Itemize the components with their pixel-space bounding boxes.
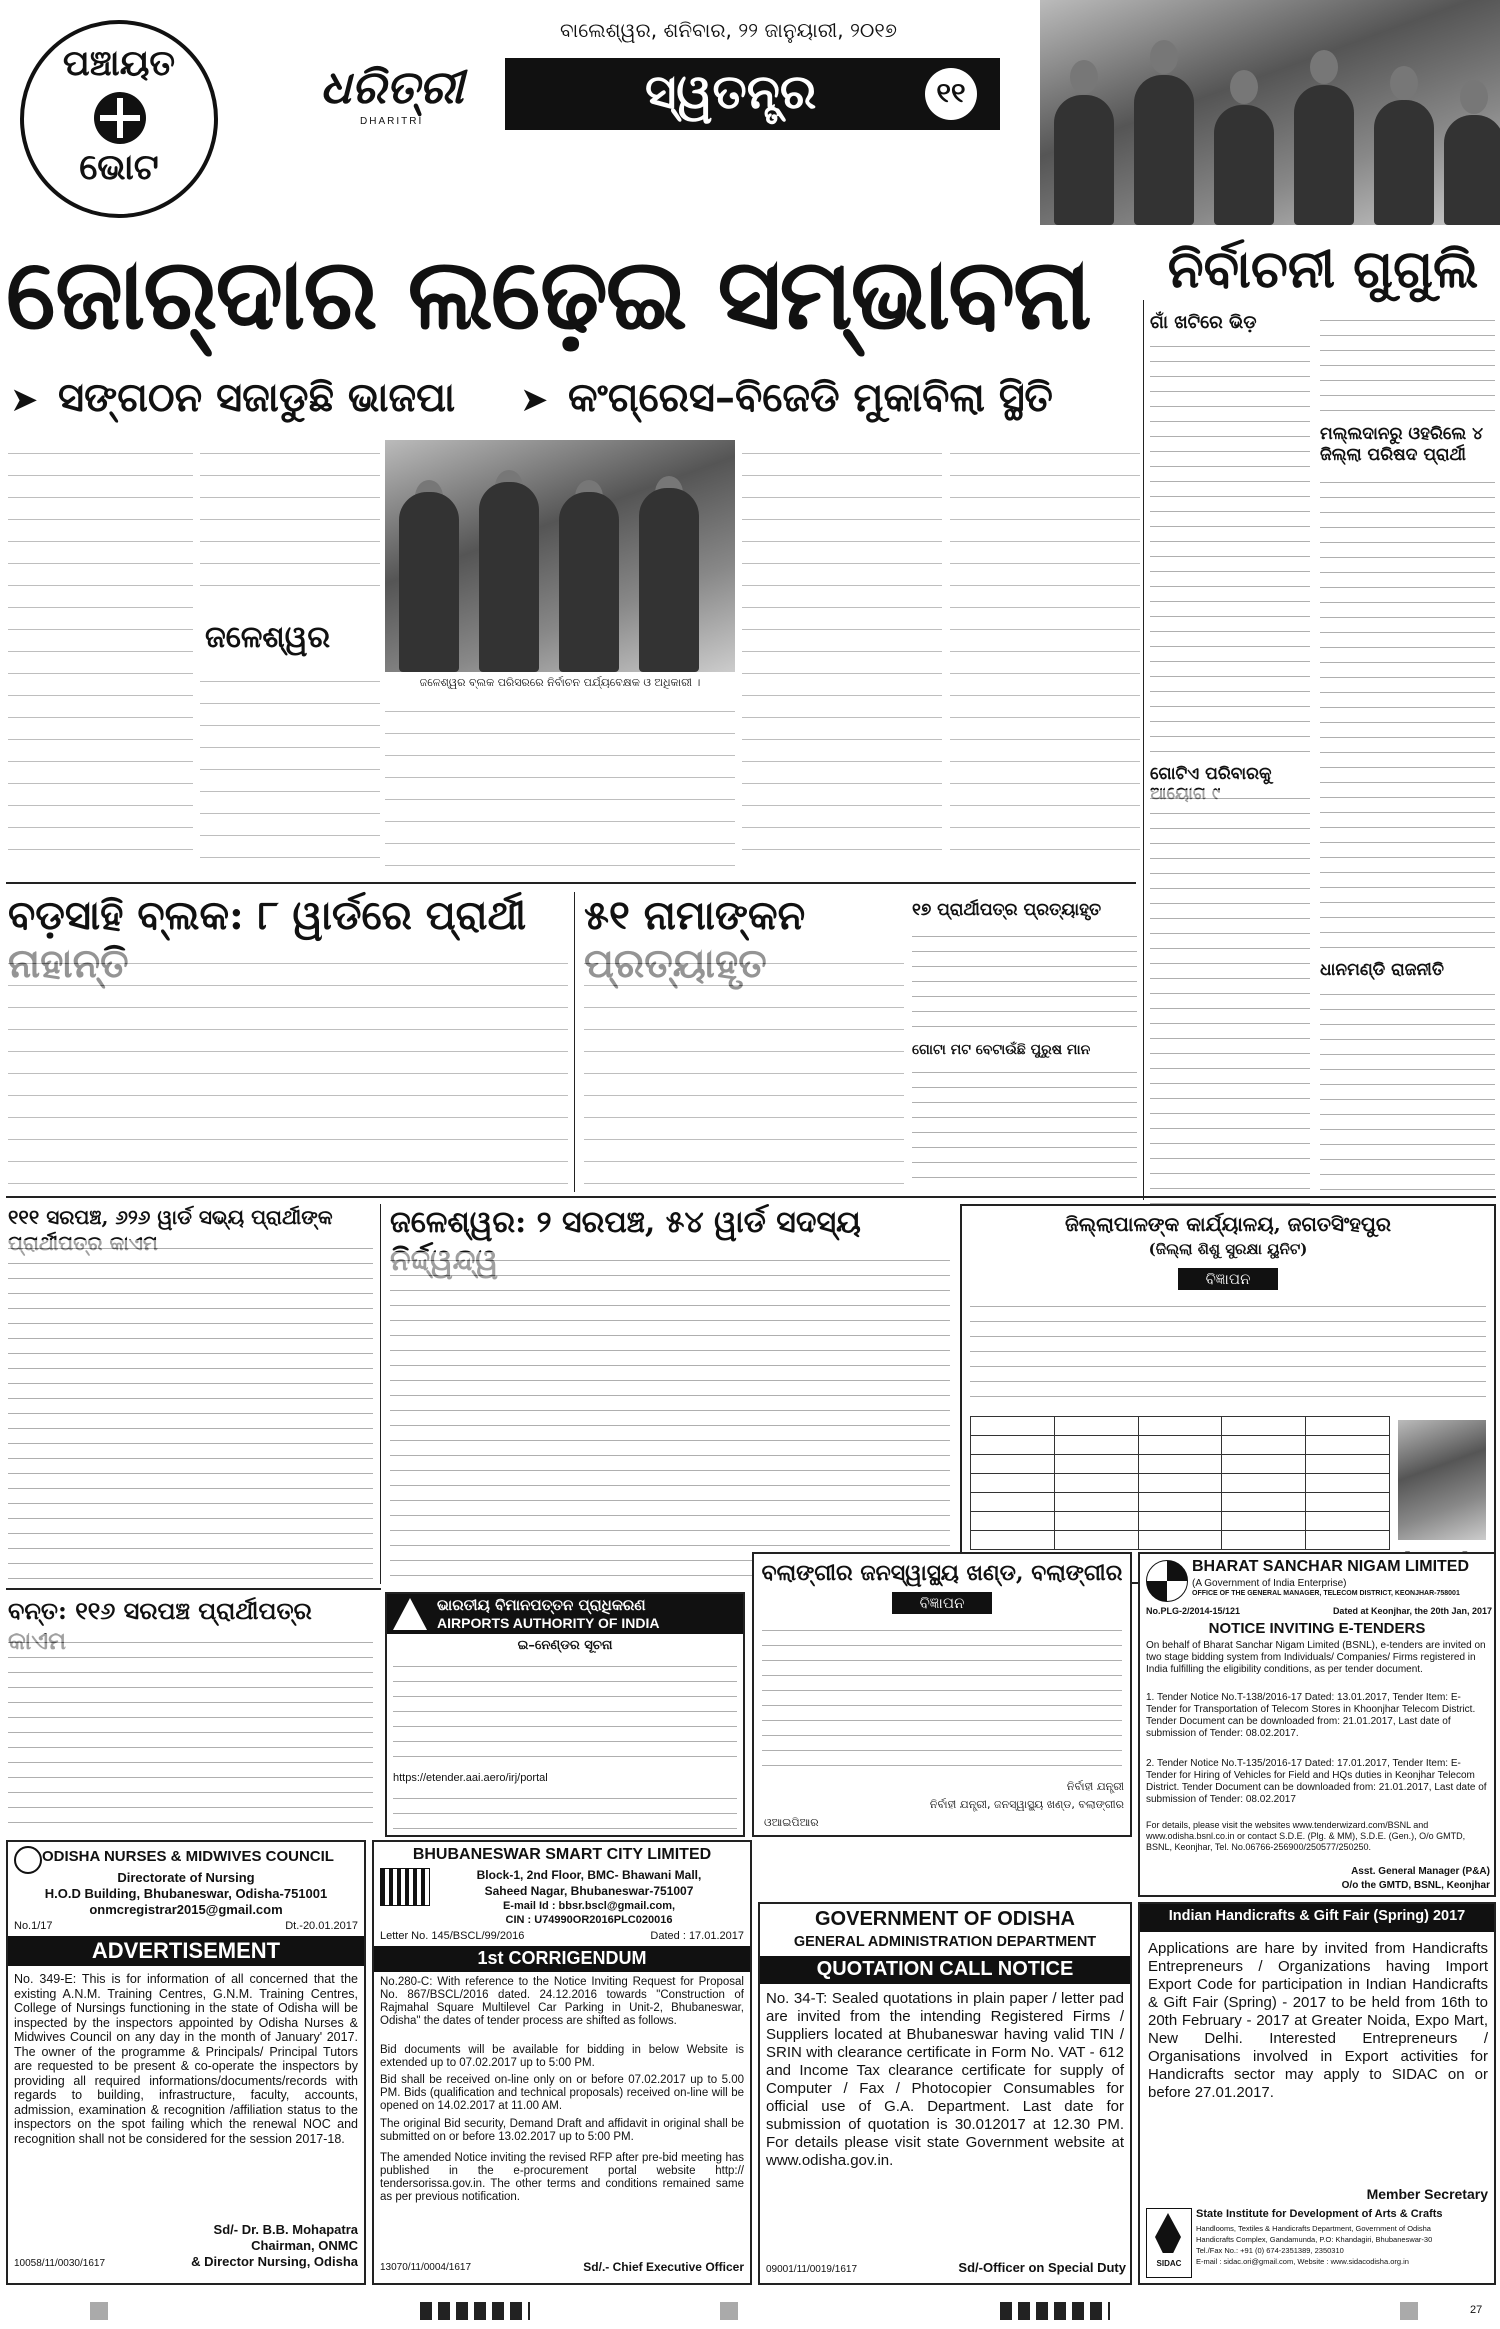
paper-name: ଧରିତ୍ରୀ [320, 60, 464, 114]
onmc-email: onmcregistrar2015@gmail.com [89, 1902, 283, 1917]
collector-ad-subtitle: (ଜିଲ୍ଲା ଶିଶୁ ସୁରକ୍ଷା ୟୁନିଟ) [1148, 1240, 1308, 1258]
lead-kicker-left: ସଙ୍ଗଠନ ସଜାଡୁଛି ଭାଜପା [58, 374, 456, 421]
officials-photo-caption: ଜଳେଶ୍ୱର ବ୍ଲକ ପରିସରରେ ନିର୍ବାଚନ ପର୍ଯ୍ୟବେକ୍ଷକ ଓ ଅଧିକାରୀ । [419, 676, 701, 689]
onmc-sign1: Sd/- Dr. B.B. Mohapatra [213, 2222, 358, 2237]
paper-name-english: DHARITRI [360, 116, 424, 127]
bscl-heading: 1st CORRIGENDUM [477, 1948, 647, 1968]
bsnl-ad [1138, 1552, 1496, 1897]
story3-body [584, 950, 904, 1190]
sidac-org-line3: Tel./Fax No.: +91 (0) 674-2351389, 2350310 [1196, 2246, 1344, 2255]
bsnl-sub2: OFFICE OF THE GENERAL MANAGER, TELECOM DISTRICT, KEONJHAR-758001 [1192, 1590, 1460, 1597]
goo-dept: GENERAL ADMINISTRATION DEPARTMENT [793, 1934, 1097, 1950]
sidebar-title: ନିର୍ବାଚନୀ ଗୁଗୁଲି [1167, 239, 1479, 300]
bsnl-sub1: (A Government of India Enterprise) [1192, 1578, 1347, 1589]
sidac-ad [1138, 1902, 1496, 2285]
lead-sublabel: ଜଳେଶ୍ୱର [205, 620, 331, 655]
bolangir-ad [752, 1552, 1132, 1837]
bscl-title: BHUBANESWAR SMART CITY LIMITED [412, 1846, 712, 1863]
story5-body [390, 1252, 950, 1582]
divider [380, 1204, 381, 1584]
bsnl-logo-icon [1146, 1560, 1188, 1602]
story4-body [8, 1240, 373, 1580]
bsnl-ref: No.PLG-2/2014-15/121 [1146, 1606, 1241, 1616]
page-number: ୧୧ [936, 76, 966, 109]
lead-kicker-right-row [520, 370, 1140, 430]
sidebar-divider [1143, 300, 1144, 1200]
bolangir-ref: ଓଆଇପିଆର [764, 1816, 819, 1829]
sidac-org-line4: E-mail : sidac.ori@gmail.com, Website : www.sidacodisha.org.in [1196, 2257, 1409, 2266]
bscl-line1: Block-1, 2nd Floor, BMC- Bhawani Mall, [476, 1868, 702, 1882]
bsnl-intro: On behalf of Bharat Sanchar Nigam Limited (BSNL), e-tenders are invited on two stage bidding system from Individuals/ Companies/ Firms registered in India fulfilling the eligibility conditions, as per tender document. [1146, 1640, 1486, 1675]
bsnl-date: Dated at Keonjhar, the 20th Jan, 2017 [1332, 1606, 1492, 1616]
bscl-ad [372, 1840, 752, 2285]
logo-bottom-text: ଭୋଟ [79, 146, 159, 188]
panchayat-vote-logo [20, 20, 218, 218]
bscl-line2: Saheed Nagar, Bhubaneswar-751007 [484, 1884, 694, 1898]
bscl-letter: Letter No. 145/BSCL/99/2016 [380, 1930, 525, 1942]
ballot-swastika-icon [94, 92, 146, 144]
bscl-sign: Sd/.- Chief Executive Officer [583, 2260, 744, 2274]
aai-url[interactable]: https://etender.aai.aero/irj/portal [393, 1772, 548, 1784]
onmc-line2: H.O.D Building, Bhubaneswar, Odisha-751001 [44, 1886, 328, 1901]
masthead [0, 0, 1500, 188]
story3-side-sub1: ଗୋଟା ମଟ ବେଟାଉଁଛି ପୁରୁଷ ମାନ [912, 1042, 1091, 1058]
sidebar-text5 [1320, 986, 1495, 1206]
bscl-p4: The original Bid security, Demand Draft and affidavit in original shall be submitted on or before 13.02.2017 up to 5:00 PM. [380, 2118, 744, 2143]
lead-body-col4 [742, 440, 942, 870]
sidebar-sub1: ଗାଁ ଖଟିରେ ଭିଡ଼ [1150, 312, 1257, 333]
onmc-body: No. 349-E: This is for information of all concerned that the existing A.N.M. Training Centres, G.N.M. Training Centres, College of Nursings functioning in the state of Odisha will be inspected by the inspectors appointed by Odisha Nurses & Midwives Council on any day in the month of January' 2017. The owner of the programme & Principals/ Principal Tutors are requested to be present & co-operate the inspectors by providing all required informations/documents/records with regards to building, infrastructure, faculty, accounts, admission, examination & recognition /affiliation status to the inspectors on the spot failing which the renewal NOC and recognition shall not be considered for the session 2017-18. [14, 1972, 358, 2146]
bolangir-body [762, 1622, 1122, 1772]
bsnl-title: BHARAT SANCHAR NIGAM LIMITED [1192, 1558, 1470, 1575]
goo-ad [758, 1902, 1132, 2285]
lead-headline: ଜୋର୍‌ଦାର ଲଢ଼େଇ ସମ୍ଭାବନା [6, 237, 1090, 352]
child-photo [1398, 1420, 1486, 1540]
story6-body [8, 1634, 373, 1834]
onmc-ad [6, 1840, 366, 2285]
sidac-org-line1: Handlooms, Textiles & Handicrafts Department, Government of Odisha [1196, 2224, 1431, 2233]
sidac-sign: Member Secretary [1366, 2186, 1488, 2202]
aai-title-en: AIRPORTS AUTHORITY OF INDIA [437, 1615, 660, 1631]
goo-sign: Sd/-Officer on Special Duty [958, 2260, 1126, 2275]
divider [574, 892, 575, 1192]
sidebar-text4 [1150, 790, 1310, 1210]
rule [6, 1196, 1496, 1198]
story3-side-body2 [912, 1064, 1137, 1189]
aai-ad [385, 1592, 745, 1837]
sidac-org-line2: Handicrafts Complex, Gandamunda, P.O: Khandagiri, Bhubaneswar-30 [1196, 2235, 1433, 2244]
bscl-ref: 13070/11/0004/1617 [380, 2262, 472, 2273]
section-title: ସ୍ୱତନ୍ତ୍ର [645, 64, 817, 120]
story6-headline: ବନ୍ତ: ୧୧୬ ସରପଞ୍ଚ ପ୍ରାର୍ଥୀପତ୍ର [8, 1596, 312, 1625]
sidac-body: Applications are hare by invited from Handicrafts Entrepreneurs / Organizations having Import Export Code for participation in Indian Handicrafts & Gift Fair (Spring) - 2017 to be held from 16th to 20th February - 2017 at Greater Noida, Expo Mart, New Delhi. Interested Entrepreneurs / Organisations involved in Export activities for Handicrafts sector may apply to SIDAC on or before 27.01.2017. [1148, 1940, 1488, 2101]
logo-top-text: ପଞ୍ଚାୟତ [62, 42, 176, 84]
onmc-sign3: & Director Nursing, Odisha [191, 2254, 358, 2269]
story2-body [8, 950, 568, 1190]
section-banner [505, 58, 1000, 130]
lead-body-col5 [950, 440, 1140, 870]
onmc-title: ODISHA NURSES & MIDWIVES COUNCIL [42, 1848, 334, 1865]
dateline: ବାଲେଶ୍ୱର, ଶନିବାର, ୨୨ ଜାନୁୟାରୀ, ୨୦୧୭ [560, 18, 898, 42]
sidac-org: State Institute for Development of Arts & Crafts [1196, 2208, 1443, 2220]
sidac-logo-text: SIDAC [1156, 2259, 1182, 2268]
officials-photo [385, 440, 735, 672]
onmc-no: No.1/17 [14, 1920, 53, 1932]
lead-body-col3 [385, 698, 735, 868]
aai-sub: ଇ–ନେଣ୍ଡର ସୂଚନା [517, 1638, 613, 1653]
page-marker: 27 [1470, 2304, 1483, 2316]
onmc-dt: Dt.-20.01.2017 [285, 1920, 358, 1932]
lead-body-col1 [8, 440, 193, 870]
bscl-cin: CIN : U74990OR2016PLC020016 [505, 1914, 673, 1926]
arrow-right-icon: ➤ [10, 380, 39, 420]
goo-ref: 09001/11/0019/1617 [766, 2264, 858, 2275]
sidac-org-logo [1146, 2208, 1192, 2278]
collector-ad-label: ବିଜ୍ଞାପନ [1178, 1268, 1278, 1290]
bscl-p5: The amended Notice inviting the revised RFP after pre-bid meeting has published in the e-procurement portal website http:// tendersorissa.gov.in. The other terms and conditions remained same as per previous notification. [380, 2152, 744, 2203]
bolangir-sign2: ନିର୍ବାହୀ ଯନ୍ତ୍ରୀ, ଜନସ୍ୱାସ୍ଥ୍ୟ ଖଣ୍ଡ, ବଲାଙ୍ଗୀର [929, 1798, 1124, 1811]
bsnl-item2: 2. Tender Notice No.T-135/2016-17 Dated: 17.01.2017, Tender Item: E-Tender for Hiring of Vehicles for Field and HQs duties in Keonjhar Telecom District. Tender Document can be downloaded from: 21.01.2017, Last date of submission of Tender: 08.02.2017 [1146, 1758, 1487, 1805]
collector-ad-text [970, 1298, 1486, 1408]
aai-body2 [393, 1790, 737, 1834]
crowd-photo [1040, 0, 1500, 225]
story4-headline: ୧୧୧ ସରପଞ୍ଚ, ୬୨୬ ୱାର୍ଡ ସଭ୍ୟ ପ୍ରାର୍ଥୀଙ୍କ [8, 1205, 333, 1229]
collector-ad-title: ଜିଲ୍ଲାପାଳଙ୍କ କାର୍ଯ୍ୟାଳୟ, ଜଗତସିଂହପୁର [1064, 1212, 1392, 1236]
arrow-right-icon: ➤ [520, 380, 549, 420]
story3-side-head: ୧୭ ପ୍ରାର୍ଥୀପତ୍ର ପ୍ରତ୍ୟାହୃତ [912, 900, 1102, 920]
bscl-p3: Bid shall be received on-line only on or before 07.02.2017 up to 5.00 PM. Bids (qualification and technical proposals) received on-line will be opened on 14.02.2017 at 11.00 AM. [380, 2074, 744, 2112]
rule [6, 1588, 381, 1590]
story3-side-body [912, 928, 1137, 1038]
bolangir-title: ବଲାଙ୍ଗୀର ଜନସ୍ୱାସ୍ଥ୍ୟ ଖଣ୍ଡ, ବଲାଙ୍ଗୀର [761, 1560, 1123, 1586]
paper-name-block [320, 60, 490, 130]
sidac-emblem-icon [1155, 2213, 1181, 2253]
sidebar-text2 [1320, 312, 1495, 417]
bscl-dated: Dated : 17.01.2017 [650, 1930, 744, 1942]
onmc-heading: ADVERTISEMENT [91, 1938, 281, 1963]
sidac-title: Indian Handicrafts & Gift Fair (Spring) 2017 [1168, 1908, 1466, 1924]
story3-headline: ୫୧ ନାମାଙ୍କନ [584, 892, 806, 939]
lead-kicker-left-row [10, 370, 550, 430]
goo-title: GOVERNMENT OF ODISHA [814, 1908, 1075, 1930]
lead-body-col2 [200, 440, 380, 600]
bscl-email: E-mail Id : bbsr.bscl@gmail.com, [502, 1900, 676, 1912]
lead-body-col2b [200, 668, 380, 868]
rule [6, 882, 1136, 884]
goo-body: No. 34-T: Sealed quotations in plain paper / letter pad are invited from the intending Registered Firms / Suppliers located at Bhubaneswar having valid TIN / SRIN with clearance certificate in Form No. VAT - 612 and Income Tax clearance certificate for supply of Computer / Fax / Photocopier Consumables for official use of G.A. Department. Last date for submission of quotation is 30.012017 at 12.30 PM. For details please visit state Government website at www.odisha.gov.in. [766, 1990, 1124, 2169]
onmc-line1: Directorate of Nursing [117, 1870, 255, 1885]
bsnl-details: For details, please visit the websites www.tenderwizard.com/BSNL and www.odisha.bsnl.co.in or contact S.D.E. (Plg. & MM), S.D.E. (Gen.), O/o GMTD, BSNL, Keonjhar, Tel. No.06766-256900/250577/250250. [1146, 1820, 1466, 1852]
sidebar-sub4: ଧାନମଣ୍ଡି ରାଜନୀତି [1320, 960, 1444, 980]
collector-ad-table [970, 1416, 1390, 1550]
story5-headline: ଜଳେଶ୍ୱର: ୨ ସରପଞ୍ଚ, ୫୪ ୱାର୍ଡ ସଦସ୍ୟ [390, 1205, 861, 1240]
bscl-logo-icon [380, 1868, 430, 1906]
bsnl-sign2: O/o the GMTD, BSNL, Keonjhar [1341, 1880, 1490, 1891]
bscl-p1: No.280-C: With reference to the Notice Inviting Request for Proposal No. 867/BSCL/2016 dated. 24.12.2016 towards "Construction of Rajmahal Square Multilevel Car Parking in Unit-2, Bhubaneswar, Odisha" the dates of tender process are shifted as follows. [380, 1976, 744, 2027]
bsnl-item1: 1. Tender Notice No.T-138/2016-17 Dated: 13.01.2017, Tender Item: E-Tender for Transportation of Telecom Stores in Khoonjhar Telecom District. Tender Document can be downloaded from: 21.01.2017, Last date of submission of Tender: 08.02.2017. [1146, 1692, 1476, 1739]
lead-kicker-right: କଂଗ୍ରେସ–ବିଜେଡି ମୁକାବିଲା ସ୍ଥିତି [568, 374, 1053, 421]
onmc-sign2: Chairman, ONMC [251, 2238, 358, 2253]
sidebar-text1 [1150, 338, 1310, 758]
aai-body [393, 1658, 737, 1768]
bolangir-sign1: ନିର୍ବାହୀ ଯନ୍ତ୍ରୀ [1066, 1780, 1124, 1793]
bolangir-label: ବିଜ୍ଞାପନ [892, 1592, 992, 1614]
collector-ad [960, 1204, 1496, 1584]
sidebar-text3 [1320, 474, 1495, 954]
story2-headline: ବଡ଼ସାହି ବ୍ଲକ: ୮ ୱାର୍ଡରେ ପ୍ରାର୍ଥୀ [8, 892, 527, 939]
onmc-ref: 10058/11/0030/1617 [14, 2258, 106, 2269]
aai-title-odia: ଭାରତୀୟ ବିମାନପତ୍ତନ ପ୍ରାଧିକରଣ [437, 1596, 646, 1614]
footer-marks [0, 2298, 1500, 2326]
sidebar-sub2: ମଲ୍ଲଦାନରୁ ଓହରିଲେ ୪ ଜିଲ୍ଲା ପରିଷଦ ପ୍ରାର୍ଥୀ [1320, 424, 1484, 465]
bsnl-sign1: Asst. General Manager (P&A) [1351, 1866, 1490, 1877]
sidebar-sub3: ଗୋଟିଏ ପରିବାରକୁ [1150, 764, 1272, 784]
bsnl-heading: NOTICE INVITING E-TENDERS [1208, 1620, 1426, 1637]
bscl-p2: Bid documents will be available for bidding in below Website is extended up to 07.02.2017 up to 5:00 PM. [380, 2044, 744, 2069]
page-number-badge [925, 68, 977, 120]
goo-heading: QUOTATION CALL NOTICE [816, 1958, 1074, 1980]
